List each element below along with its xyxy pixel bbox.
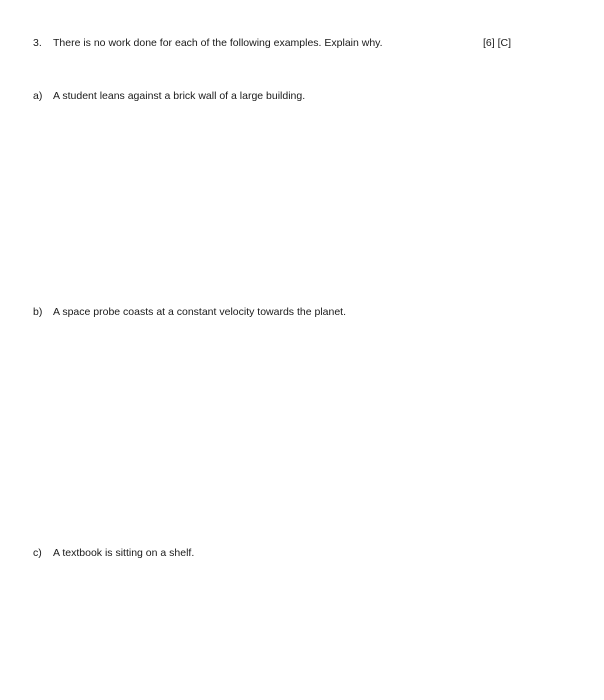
part-c-label: c) xyxy=(33,547,42,559)
part-b-text: A space probe coasts at a constant velocity towards the planet. xyxy=(53,306,347,318)
part-a-text: A student leans against a brick wall of a large building. xyxy=(53,90,306,102)
part-b-label: b) xyxy=(33,306,43,318)
question-prompt: There is no work done for each of the following examples. Explain why. xyxy=(53,37,383,49)
part-a-label: a) xyxy=(33,90,43,102)
question-number: 3. xyxy=(33,37,42,49)
question-marks: [6] [C] xyxy=(483,37,512,49)
part-c-text: A textbook is sitting on a shelf. xyxy=(53,547,195,559)
